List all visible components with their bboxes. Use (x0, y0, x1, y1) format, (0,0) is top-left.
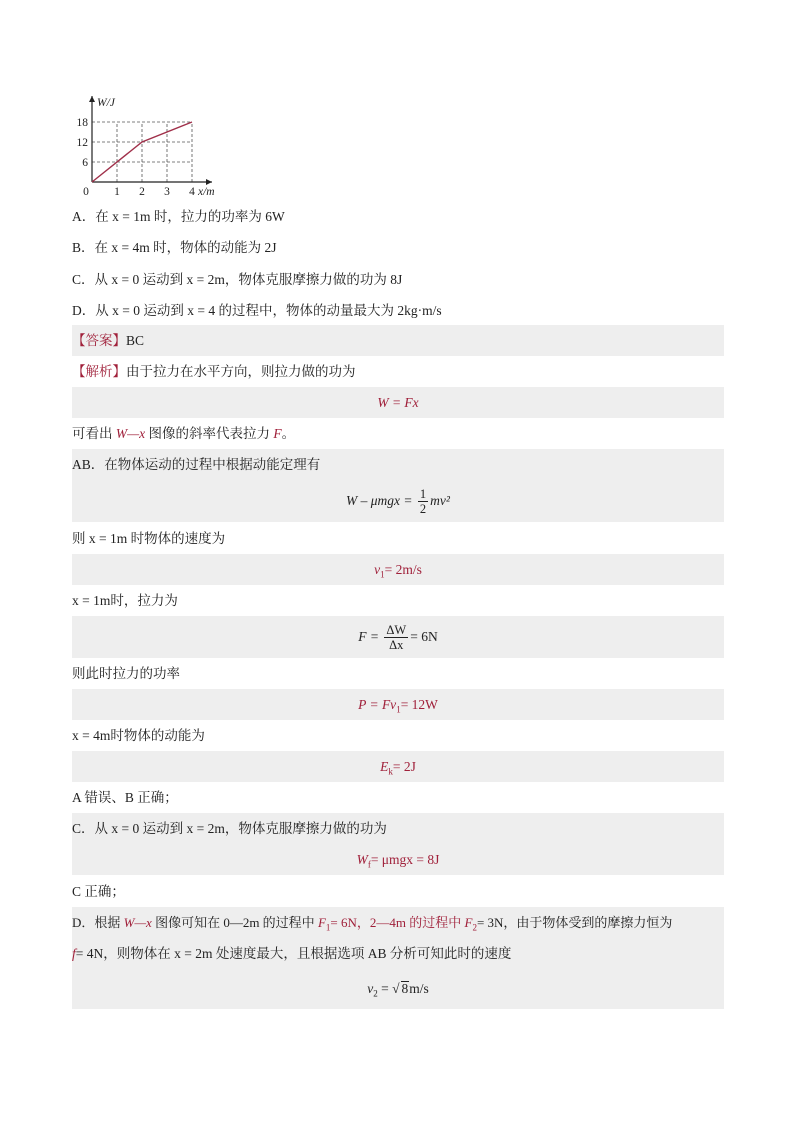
option-b: B．在 x = 4m 时，物体的动能为 2J (72, 240, 277, 255)
w-x-graph (72, 92, 232, 204)
x-axis-label: x/m (198, 186, 215, 198)
analysis-line-6: 则此时拉力的功率 (72, 666, 180, 681)
analysis-line-10: C 正确； (72, 884, 125, 899)
analysis-label: 【解析】 (72, 364, 126, 379)
analysis-line-7: x = 4m时物体的动能为 (72, 728, 205, 743)
x-tick-label: 3 (164, 186, 170, 198)
x-tick-label: 4 (189, 186, 195, 198)
y-tick-label: 6 (82, 157, 88, 170)
equation-power: $P = Fv_1= 12W$ (72, 689, 724, 720)
equation-friction-work: $W_f= \mu mgx = 8J$ (72, 844, 724, 875)
y-axis-label: W/J (97, 97, 115, 109)
analysis-line-4: 则 x = 1m 时物体的速度为 (72, 531, 226, 546)
equation-force: F = $\frac{\Delta W}{\Delta x}$ = 6N (72, 616, 724, 658)
x-tick-label: 2 (139, 186, 145, 198)
analysis-line-1: 【解析】由于拉力在水平方向，则拉力做的功为 (72, 364, 356, 379)
analysis-line-2: 可看出 W—x 图像的斜率代表拉力 F。 (72, 426, 296, 441)
analysis-line-11: D．根据 W—x 图像可知在 0—2m 的过程中 $F_1= 6N$，2—4m 的过程中 $F_2= 3N$，由于物体受到的摩擦力恒为 (72, 907, 724, 938)
x-tick-label: 0 (83, 186, 89, 198)
sqrt-sign-icon: √ (392, 981, 400, 996)
analysis-line-9: C．从 x = 0 运动到 x = 2m，物体克服摩擦力做的功为 (72, 813, 724, 844)
analysis-line-8: A 错误、B 正确； (72, 790, 178, 805)
y-axis-arrow-icon (89, 96, 95, 102)
equation-work: W = Fx (72, 387, 724, 418)
option-c: C．从 x = 0 运动到 x = 2m，物体克服摩擦力做的功为 8J (72, 272, 403, 287)
equation-velocity-2: $v_2$ = √ 8m/s (72, 969, 724, 1009)
equation-velocity-1: $v_1= 2m/s$ (72, 554, 724, 585)
analysis-line-12: f= 4N，则物体在 x = 2m 处速度最大，且根据选项 AB 分析可知此时的速度 (72, 938, 724, 969)
analysis-line-3: AB．在物体运动的过程中根据动能定理有 (72, 449, 724, 480)
option-d: D．从 x = 0 运动到 x = 4 的过程中，物体的动量最大为 2kg·m/s (72, 303, 442, 318)
x-axis-arrow-icon (206, 179, 212, 185)
x-tick-label: 1 (114, 186, 120, 198)
equation-kinetic-energy: $E_k= 2J$ (72, 751, 724, 782)
answer-label: 【答案】 (72, 333, 126, 348)
equation-kinetic-theorem: W – μmgx = $\frac{1}{2}$ mv² (72, 480, 724, 522)
option-a: A．在 x = 1m 时，拉力的功率为 6W (72, 209, 285, 224)
answer-line (72, 325, 724, 356)
y-tick-label: 18 (76, 117, 88, 130)
y-tick-label: 12 (76, 137, 88, 150)
analysis-line-5: x = 1m时，拉力为 (72, 593, 178, 608)
answer-value: BC (126, 333, 145, 348)
